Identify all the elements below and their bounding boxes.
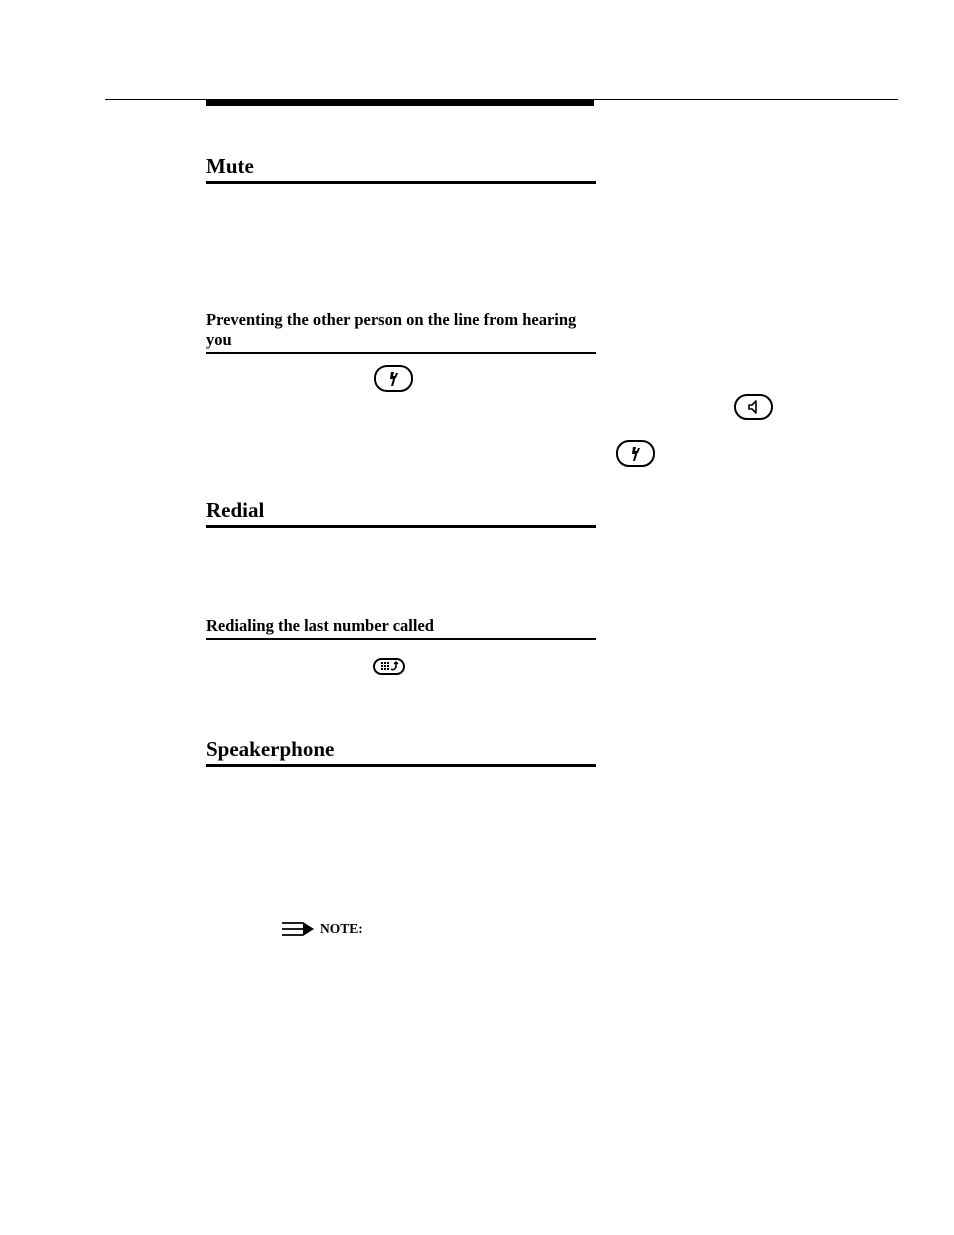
speaker-icon — [746, 399, 762, 415]
mute-key-2 — [616, 440, 655, 467]
header-bar — [206, 99, 594, 106]
redial-key — [373, 658, 405, 675]
redial-subheading-rule — [206, 638, 596, 640]
mute-heading-rule — [206, 181, 596, 184]
speaker-key — [734, 394, 773, 420]
mute-subheading: Preventing the other person on the line from hearing you — [206, 310, 577, 349]
note-label: NOTE: — [320, 921, 363, 936]
note-callout — [281, 921, 363, 937]
speakerphone-heading-rule — [206, 764, 596, 767]
redial-heading-rule — [206, 525, 596, 528]
mute-subheading-rule — [206, 352, 596, 354]
mute-icon — [629, 445, 643, 463]
redial-heading: Redial — [206, 498, 265, 522]
redial-icon — [379, 661, 399, 672]
mute-icon — [387, 370, 401, 388]
mute-heading: Mute — [206, 154, 254, 178]
speakerphone-heading: Speakerphone — [206, 737, 335, 761]
note-arrow-icon — [281, 921, 315, 937]
mute-key — [374, 365, 413, 392]
redial-subheading: Redialing the last number called — [206, 616, 434, 635]
